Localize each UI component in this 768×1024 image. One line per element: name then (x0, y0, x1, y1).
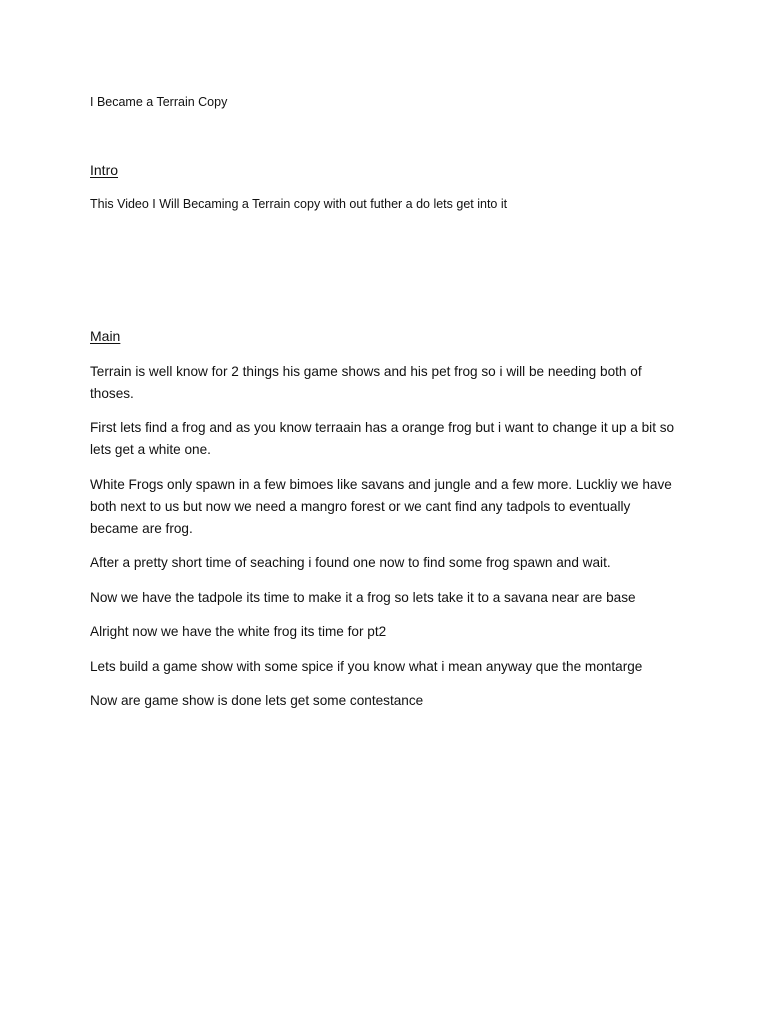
intro-heading: Intro (90, 162, 119, 178)
main-paragraph-6: Alright now we have the white frog its time for pt2 (90, 624, 387, 639)
main-paragraph-3: White Frogs only spawn in a few bimoes like savans and jungle and a few more. Luckliy we have both next to us but now we need a mangro forest or we cant find any tadpols to eventually became are frog. (90, 477, 672, 536)
main-paragraph-7: Lets build a game show with some spice if you know what i mean anyway que the montarge (90, 659, 643, 674)
intro-text: This Video I Will Becaming a Terrain copy with out futher a do lets get into it (90, 197, 508, 211)
document-title: I Became a Terrain Copy (90, 95, 228, 109)
main-heading: Main (90, 328, 121, 344)
main-paragraph-5: Now we have the tadpole its time to make it a frog so lets take it to a savana near are base (90, 590, 636, 605)
main-paragraph-1: Terrain is well know for 2 things his game shows and his pet frog so i will be needing both of thoses. (90, 364, 642, 401)
main-paragraph-2: First lets find a frog and as you know terraain has a orange frog but i want to change it up a bit so lets get a white one. (90, 420, 675, 457)
main-paragraph-4: After a pretty short time of seaching i found one now to find some frog spawn and wait. (90, 555, 611, 570)
main-paragraph-8: Now are game show is done lets get some contestance (90, 693, 424, 708)
